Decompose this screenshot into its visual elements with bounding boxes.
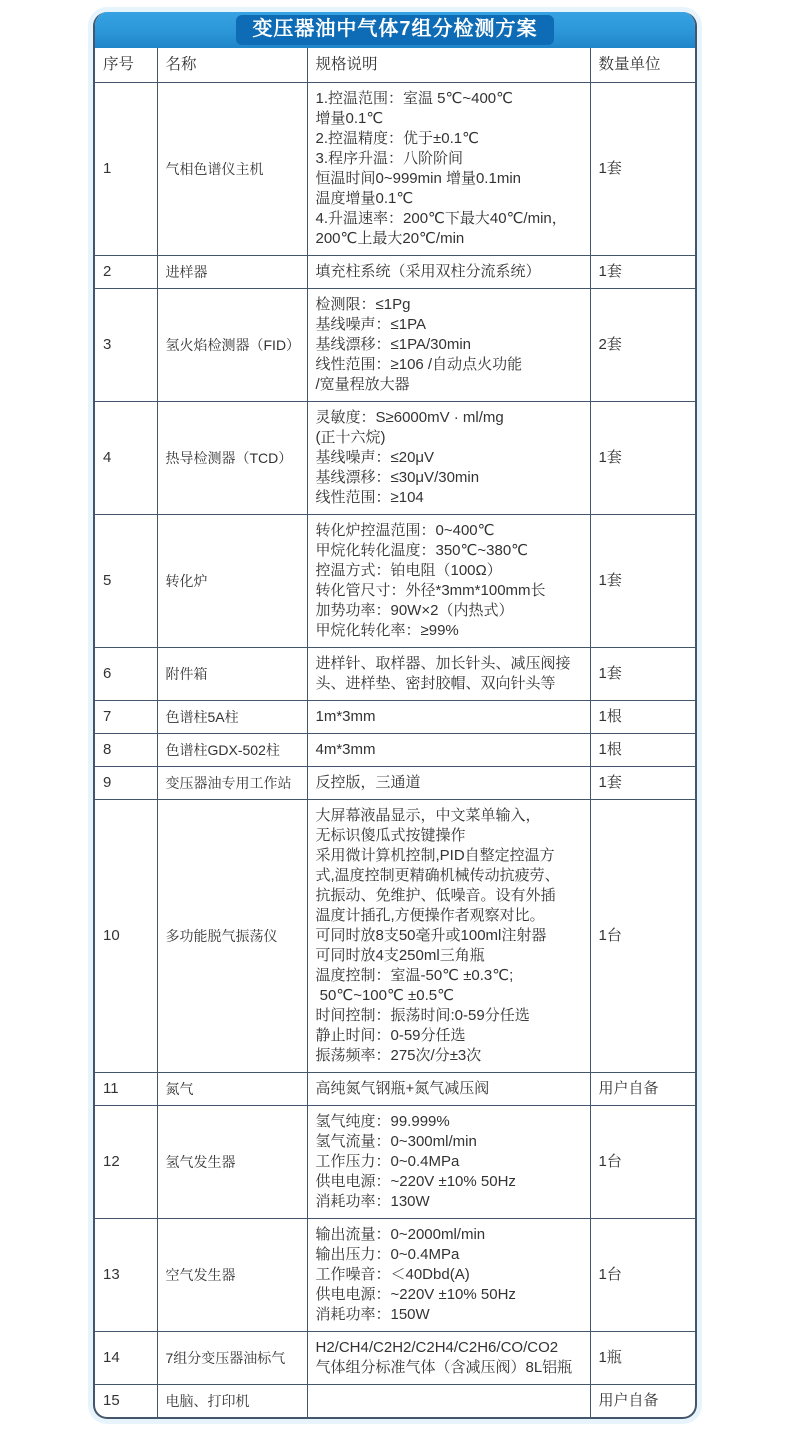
row-name: 7组分变压器油标气 [157, 1332, 307, 1385]
spec-line: 工作压力：0~0.4MPa [315, 1153, 460, 1170]
row-no: 13 [95, 1219, 157, 1332]
row-no: 15 [95, 1385, 157, 1418]
col-header-spec: 规格说明 [307, 48, 590, 83]
spec-line: 输出流量：0~2000ml/min [315, 1226, 486, 1243]
row-spec [307, 515, 590, 648]
spec-line: 氢气流量：0~300ml/min [315, 1133, 477, 1150]
spec-line: 供电电源：~220V ±10% 50Hz [315, 1286, 516, 1303]
spec-line: /宽量程放大器 [315, 376, 410, 393]
spec-line: 输出压力：0~0.4MPa [315, 1246, 460, 1263]
row-name: 色谱柱5A柱 [157, 701, 307, 734]
spec-line: 50℃~100℃ ±0.5℃ [315, 987, 454, 1004]
row-qty: 1台 [590, 1219, 697, 1332]
spec-line: 4.升温速率：200℃下最大40℃/min， [315, 210, 567, 227]
spec-line: 增量0.1℃ [315, 110, 384, 127]
spec-sheet [93, 0, 697, 1419]
spec-line: 反控版，三通道 [315, 774, 421, 791]
row-no: 4 [95, 402, 157, 515]
spec-line: 进样针、取样器、加长针头、减压阀接头、进样垫、密封胶帽、双向针头等 [315, 655, 571, 692]
spec-line: 1.控温范围：室温 5℃~400℃ [315, 90, 513, 107]
col-header-no: 序号 [95, 48, 157, 83]
row-qty: 1根 [590, 734, 697, 767]
row-qty: 1套 [590, 402, 697, 515]
table-row [95, 800, 697, 1073]
row-qty: 1台 [590, 1106, 697, 1219]
spec-line: 高纯氮气钢瓶+氮气减压阀 [315, 1080, 490, 1097]
row-no: 6 [95, 648, 157, 701]
row-name: 电脑、打印机 [157, 1385, 307, 1418]
row-spec [307, 289, 590, 402]
table-row [95, 734, 697, 767]
table-row [95, 289, 697, 402]
spec-line: 灵敏度：S≥6000mV · ml/mg [315, 409, 504, 426]
spec-line: H2/CH4/C2H2/C2H4/C2H6/CO/CO2 [315, 1339, 559, 1356]
spec-table [95, 48, 697, 1417]
row-name: 氢火焰检测器（FID） [157, 289, 307, 402]
row-spec [307, 256, 590, 289]
table-title-bar [95, 12, 695, 48]
spec-line: 消耗功率：130W [315, 1193, 430, 1210]
spec-line: 气体组分标准气体（含减压阀）8L铝瓶 [315, 1359, 573, 1376]
row-name: 气相色谱仪主机 [157, 83, 307, 256]
spec-line: 填充柱系统（采用双柱分流系统） [315, 263, 541, 280]
row-spec [307, 648, 590, 701]
spec-line: 氢气纯度：99.999% [315, 1113, 450, 1130]
table-row [95, 83, 697, 256]
row-qty: 1套 [590, 83, 697, 256]
row-qty: 1套 [590, 648, 697, 701]
row-qty: 2套 [590, 289, 697, 402]
table-row [95, 1106, 697, 1219]
spec-line: 加势功率：90W×2（内热式） [315, 602, 514, 619]
spec-line: 基线漂移：≤30μV/30min [315, 469, 480, 486]
spec-line: 温度控制：室温-50℃ ±0.3℃; [315, 967, 514, 984]
row-name: 氢气发生器 [157, 1106, 307, 1219]
spec-line: 4m*3mm [315, 741, 376, 758]
spec-line: 甲烷化转化率：≥99% [315, 622, 459, 639]
spec-line: 基线噪声：≤20μV [315, 449, 435, 466]
spec-line: 转化管尺寸：外径*3mm*100mm长 [315, 582, 546, 599]
col-header-name: 名称 [157, 48, 307, 83]
row-no: 8 [95, 734, 157, 767]
row-spec [307, 1106, 590, 1219]
row-spec [307, 734, 590, 767]
row-no: 7 [95, 701, 157, 734]
row-spec [307, 1332, 590, 1385]
spec-line: 2.控温精度：优于±0.1℃ [315, 130, 479, 147]
page-title: 变压器油中气体7组分检测方案 [236, 15, 553, 45]
table-frame [93, 12, 697, 1419]
spec-line: 检测限：≤1Pg [315, 296, 411, 313]
row-no: 11 [95, 1073, 157, 1106]
row-spec [307, 1385, 590, 1418]
spec-line: 供电电源：~220V ±10% 50Hz [315, 1173, 516, 1190]
spec-line: 温度增量0.1℃ [315, 190, 414, 207]
spec-line: (正十六烷) [315, 429, 386, 446]
row-name: 空气发生器 [157, 1219, 307, 1332]
row-name: 附件箱 [157, 648, 307, 701]
table-row [95, 1385, 697, 1418]
spec-line: 抗振动、免维护、低噪音。设有外插 [315, 887, 556, 904]
row-name: 多功能脱气振荡仪 [157, 800, 307, 1073]
row-name: 色谱柱GDX-502柱 [157, 734, 307, 767]
spec-line: 振荡频率：275次/分±3次 [315, 1047, 482, 1064]
row-qty: 1台 [590, 800, 697, 1073]
row-no: 3 [95, 289, 157, 402]
row-spec [307, 1219, 590, 1332]
row-qty: 1套 [590, 515, 697, 648]
spec-line: 消耗功率：150W [315, 1306, 430, 1323]
row-spec [307, 800, 590, 1073]
spec-line: 3.程序升温：八阶阶间 [315, 150, 464, 167]
row-spec [307, 701, 590, 734]
row-spec [307, 83, 590, 256]
table-body [95, 83, 697, 1418]
row-spec [307, 1073, 590, 1106]
row-no: 2 [95, 256, 157, 289]
spec-line: 无标识傻瓜式按键操作 [315, 827, 466, 844]
row-name: 转化炉 [157, 515, 307, 648]
col-header-qty: 数量单位 [590, 48, 697, 83]
spec-line: 工作噪音：＜40Dbd(A) [315, 1266, 470, 1283]
spec-line: 时间控制：振荡时间:0-59分任选 [315, 1007, 530, 1024]
row-name: 变压器油专用工作站 [157, 767, 307, 800]
spec-line: 基线漂移：≤1PA/30min [315, 336, 471, 353]
spec-line: 基线噪声：≤1PA [315, 316, 426, 333]
row-qty: 用户自备 [590, 1073, 697, 1106]
row-name: 进样器 [157, 256, 307, 289]
row-qty: 1瓶 [590, 1332, 697, 1385]
row-qty: 用户自备 [590, 1385, 697, 1418]
table-row [95, 402, 697, 515]
spec-line: 线性范围：≥106 /自动点火功能 [315, 356, 523, 373]
spec-line: 线性范围：≥104 [315, 489, 424, 506]
spec-line: 转化炉控温范围：0~400℃ [315, 522, 495, 539]
table-row [95, 515, 697, 648]
spec-line: 可同时放4支250ml三角瓶 [315, 947, 485, 964]
header-row [95, 48, 697, 83]
row-qty: 1套 [590, 767, 697, 800]
spec-line: 200℃上最大20℃/min [315, 230, 465, 247]
row-no: 9 [95, 767, 157, 800]
table-row [95, 648, 697, 701]
row-no: 1 [95, 83, 157, 256]
table-row [95, 1073, 697, 1106]
row-spec [307, 767, 590, 800]
table-row [95, 256, 697, 289]
spec-line: 恒温时间0~999min 增量0.1min [315, 170, 521, 187]
row-no: 10 [95, 800, 157, 1073]
row-spec [307, 402, 590, 515]
spec-line: 控温方式：铂电阻（100Ω） [315, 562, 502, 579]
spec-line: 静止时间：0-59分任选 [315, 1027, 466, 1044]
row-no: 5 [95, 515, 157, 648]
spec-line: 大屏幕液晶显示，中文菜单输入， [315, 807, 541, 824]
row-name: 氮气 [157, 1073, 307, 1106]
row-no: 12 [95, 1106, 157, 1219]
spec-line: 可同时放8支50毫升或100ml注射器 [315, 927, 547, 944]
spec-line: 式,温度控制更精确机械传动抗疲劳、 [315, 867, 560, 884]
table-row [95, 767, 697, 800]
table-row [95, 701, 697, 734]
spec-line: 温度计插孔,方便操作者观察对比。 [315, 907, 545, 924]
spec-line: 1m*3mm [315, 708, 376, 725]
table-row [95, 1219, 697, 1332]
row-qty: 1根 [590, 701, 697, 734]
row-no: 14 [95, 1332, 157, 1385]
row-name: 热导检测器（TCD） [157, 402, 307, 515]
row-qty: 1套 [590, 256, 697, 289]
spec-line: 甲烷化转化温度：350℃~380℃ [315, 542, 529, 559]
spec-line: 采用微计算机控制,PID自整定控温方 [315, 847, 555, 864]
table-row [95, 1332, 697, 1385]
